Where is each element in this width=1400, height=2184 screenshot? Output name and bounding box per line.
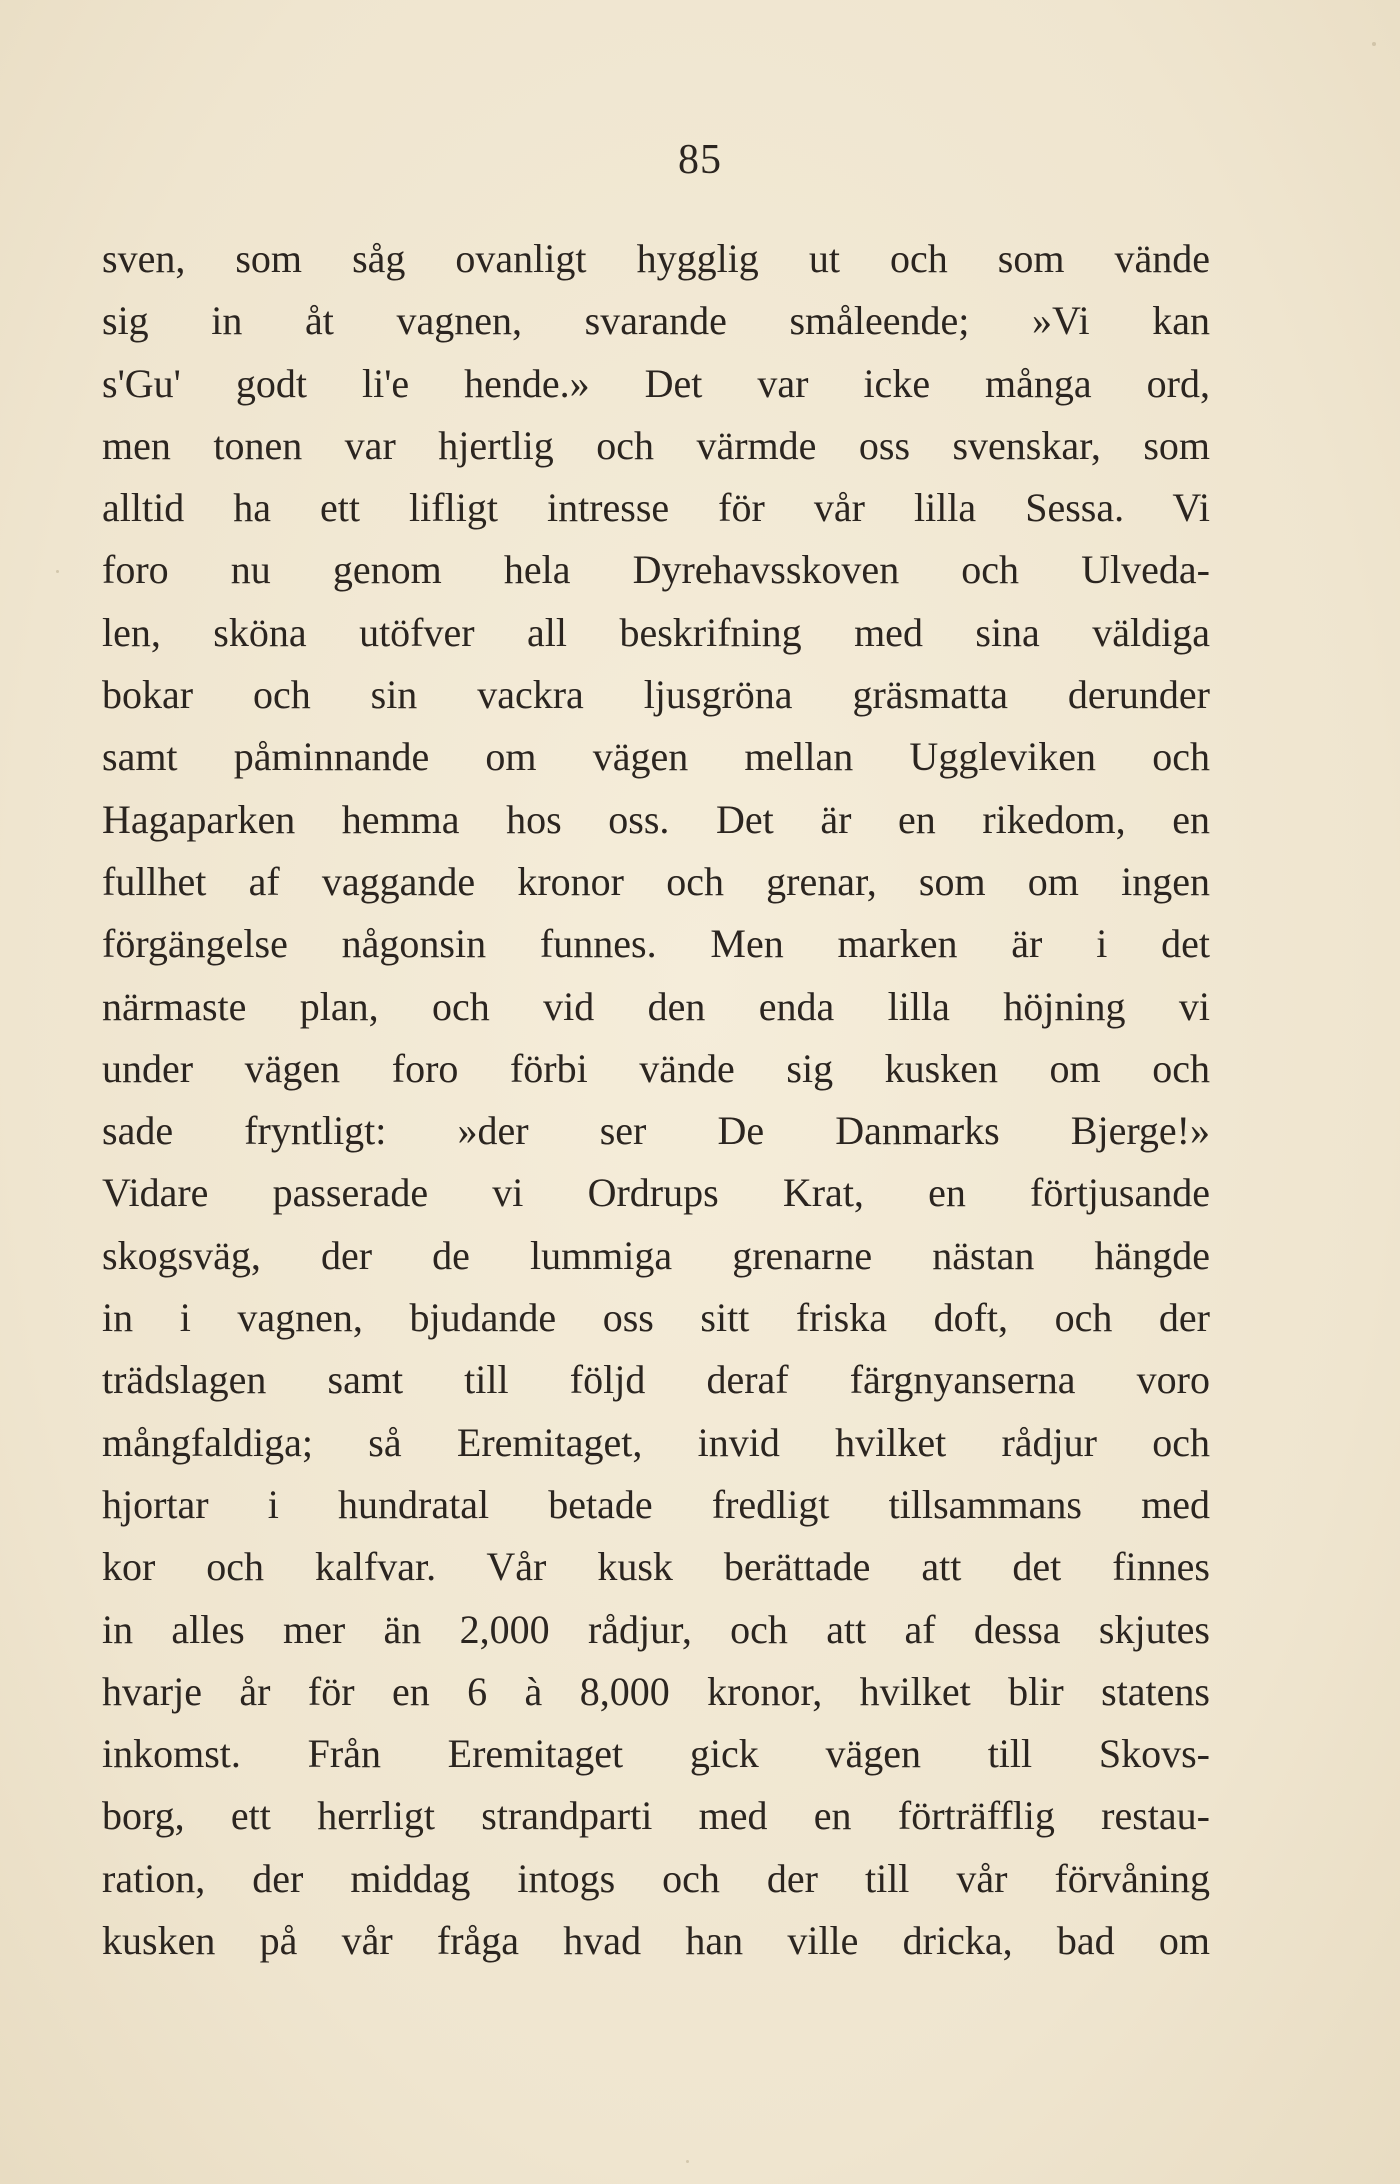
text-line: Hagaparken hemma hos oss. Det är en rikedom, en (102, 796, 1210, 842)
text-line: fullhet af vaggande kronor och grenar, som om ingen (102, 858, 1210, 904)
text-line: foro nu genom hela Dyrehavsskoven och Ulveda- (102, 547, 1210, 593)
text-line: in alles mer än 2,000 rådjur, och att af dessa skjutes (102, 1606, 1210, 1652)
text-line: inkomst. Från Eremitaget gick vägen till Skovs- (102, 1731, 1210, 1777)
text-line: bokar och sin vackra ljusgröna gräsmatta derunder (102, 672, 1210, 718)
text-line: men tonen var hjertlig och värmde oss svenskar, som (102, 422, 1210, 468)
text-line: skogsväg, der de lummiga grenarne nästan hängde (102, 1232, 1210, 1278)
text-line: sig in åt vagnen, svarande småleende; »Vi kan (102, 298, 1210, 344)
text-line: alltid ha ett lifligt intresse för vår lilla Sessa. Vi (102, 485, 1210, 531)
page-number: 85 (678, 137, 722, 183)
text-line: kusken på vår fråga hvad han ville dricka, bad om (102, 1918, 1210, 1964)
text-line: sven, som såg ovanligt hygglig ut och som vände (102, 236, 1210, 281)
body-text (102, 228, 1210, 1972)
text-line: närmaste plan, och vid den enda lilla höjning vi (102, 983, 1210, 1029)
text-line: mångfaldiga; så Eremitaget, invid hvilket rådjur och (102, 1419, 1210, 1465)
text-line: sade fryntligt: »der ser De Danmarks Bjerge!» (102, 1108, 1210, 1154)
text-line: len, sköna utöfver all beskrifning med sina väldiga (102, 609, 1210, 655)
text-line: förgängelse någonsin funnes. Men marken är i det (102, 921, 1210, 967)
text-line: Vidare passerade vi Ordrups Krat, en förtjusande (102, 1170, 1210, 1216)
text-line: under vägen foro förbi vände sig kusken om och (102, 1045, 1210, 1091)
text-line: borg, ett herrligt strandparti med en förträfflig restau- (102, 1793, 1210, 1839)
text-line: hvarje år för en 6 à 8,000 kronor, hvilket blir statens (102, 1668, 1210, 1714)
text-line: s'Gu' godt li'e hende.» Det var icke många ord, (102, 360, 1210, 406)
text-line: in i vagnen, bjudande oss sitt friska doft, och der (102, 1295, 1210, 1341)
paper-speck (686, 2160, 689, 2163)
text-line: hjortar i hundratal betade fredligt tillsammans med (102, 1481, 1210, 1527)
text-line: kor och kalfvar. Vår kusk berättade att det finnes (102, 1544, 1210, 1590)
text-line: samt påminnande om vägen mellan Uggleviken och (102, 734, 1210, 780)
paper-speck (1372, 42, 1376, 46)
text-line: trädslagen samt till följd deraf färgnyanserna voro (102, 1357, 1210, 1403)
paper-speck (56, 570, 59, 573)
text-line: ration, der middag intogs och der till vår förvåning (102, 1855, 1210, 1901)
